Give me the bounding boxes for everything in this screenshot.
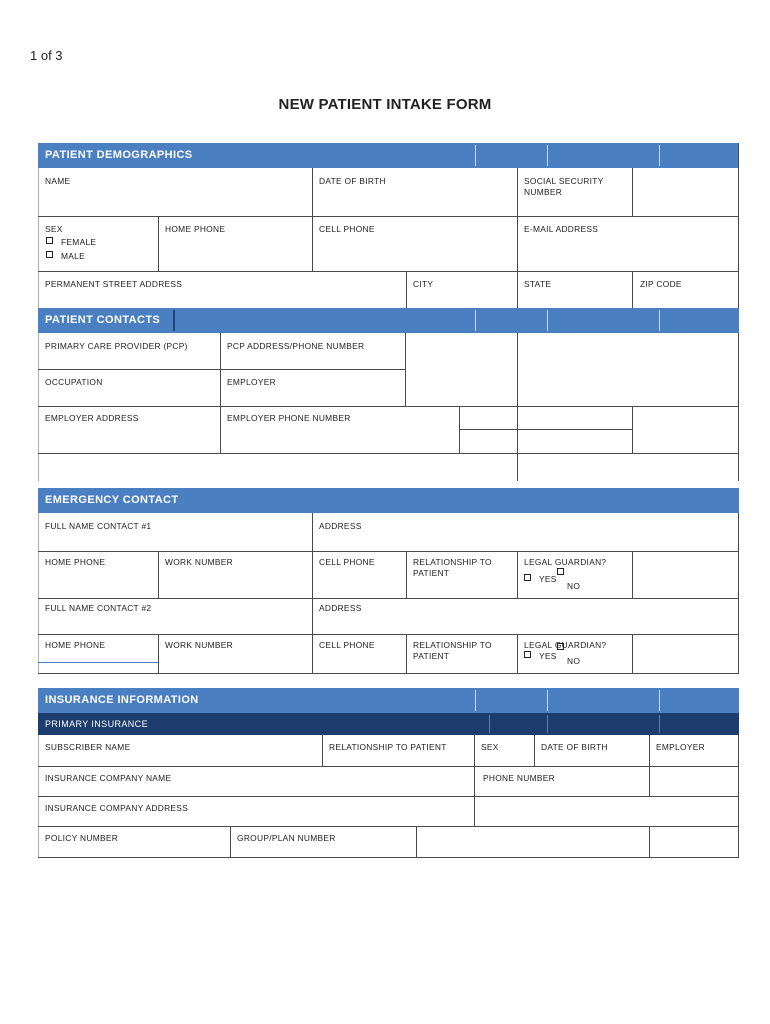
state-label: STATE [524,279,552,289]
contact1-work-number-label: WORK NUMBER [165,557,233,567]
contact1-home-phone-label: HOME PHONE [45,557,106,567]
intake-form [38,143,739,863]
primary-insurance-title: PRIMARY INSURANCE [45,719,148,729]
contact2-guardian-no-checkbox[interactable] [557,643,572,653]
pcp-label: PRIMARY CARE PROVIDER (PCP) [45,341,188,351]
subscriber-dob-label: DATE OF BIRTH [541,742,608,752]
contact1-guardian-no-checkbox[interactable] [557,568,572,578]
primary-insurance-header [38,713,739,735]
contact2-work-number-label: WORK NUMBER [165,640,233,650]
subscriber-relationship-label: RELATIONSHIP TO PATIENT [329,742,447,752]
employer-phone-label: EMPLOYER PHONE NUMBER [227,413,351,423]
policy-number-label: POLICY NUMBER [45,833,119,843]
contact2-guardian-yes-checkbox[interactable]: YES [524,651,557,661]
contact1-cell-phone-label: CELL PHONE [319,557,375,567]
dob-label: DATE OF BIRTH [319,176,386,186]
zip-label: ZIP CODE [640,279,682,289]
contact2-cell-phone-label: CELL PHONE [319,640,375,650]
emergency-title: EMERGENCY CONTACT [45,494,179,506]
page-number: 1 of 3 [30,48,63,63]
emergency-header [38,488,739,513]
pcp-address-label: PCP ADDRESS/PHONE NUMBER [227,341,365,351]
insurance-phone-label: PHONE NUMBER [483,773,556,783]
home-phone-label: HOME PHONE [165,224,226,234]
contact2-home-phone-label: HOME PHONE [45,640,106,650]
group-plan-number-label: GROUP/PLAN NUMBER [237,833,336,843]
city-label: CITY [413,279,434,289]
insurance-title: INSURANCE INFORMATION [45,694,199,706]
demographics-title: PATIENT DEMOGRAPHICS [45,149,193,161]
contact1-guardian-no-label: NO [567,581,581,591]
insurance-header [38,688,739,713]
occupation-label: OCCUPATION [45,377,103,387]
contacts-title: PATIENT CONTACTS [45,314,161,326]
female-checkbox[interactable]: FEMALE [46,237,96,247]
contact1-address-label: ADDRESS [319,521,362,531]
contact1-guardian-label: LEGAL GUARDIAN? [524,557,607,567]
contacts-header [38,308,739,333]
male-checkbox[interactable]: MALE [46,251,85,261]
subscriber-employer-label: EMPLOYER [656,742,705,752]
insurance-company-name-label: INSURANCE COMPANY NAME [45,773,172,783]
contact1-relationship-label: RELATIONSHIP TO PATIENT [413,557,492,578]
email-label: E-MAIL ADDRESS [524,224,599,234]
street-address-label: PERMANENT STREET ADDRESS [45,279,183,289]
subscriber-sex-label: SEX [481,742,499,752]
contact2-relationship-label: RELATIONSHIP TO PATIENT [413,640,492,661]
sex-label: SEX [45,224,63,234]
demographics-header [38,143,739,168]
contact2-guardian-no-label: NO [567,656,581,666]
subscriber-name-label: SUBSCRIBER NAME [45,742,131,752]
employer-label: EMPLOYER [227,377,276,387]
employer-address-label: EMPLOYER ADDRESS [45,413,139,423]
contact1-name-label: FULL NAME CONTACT #1 [45,521,152,531]
form-title: NEW PATIENT INTAKE FORM [278,96,492,113]
insurance-company-address-label: INSURANCE COMPANY ADDRESS [45,803,189,813]
contact2-address-label: ADDRESS [319,603,362,613]
ssn-label: SOCIAL SECURITY NUMBER [524,176,604,197]
contact2-guardian-label: LEGAL GUARDIAN? [524,640,607,650]
name-label: NAME [45,176,71,186]
contact1-guardian-yes-checkbox[interactable]: YES [524,574,557,584]
contact2-name-label: FULL NAME CONTACT #2 [45,603,152,613]
cell-phone-label: CELL PHONE [319,224,375,234]
